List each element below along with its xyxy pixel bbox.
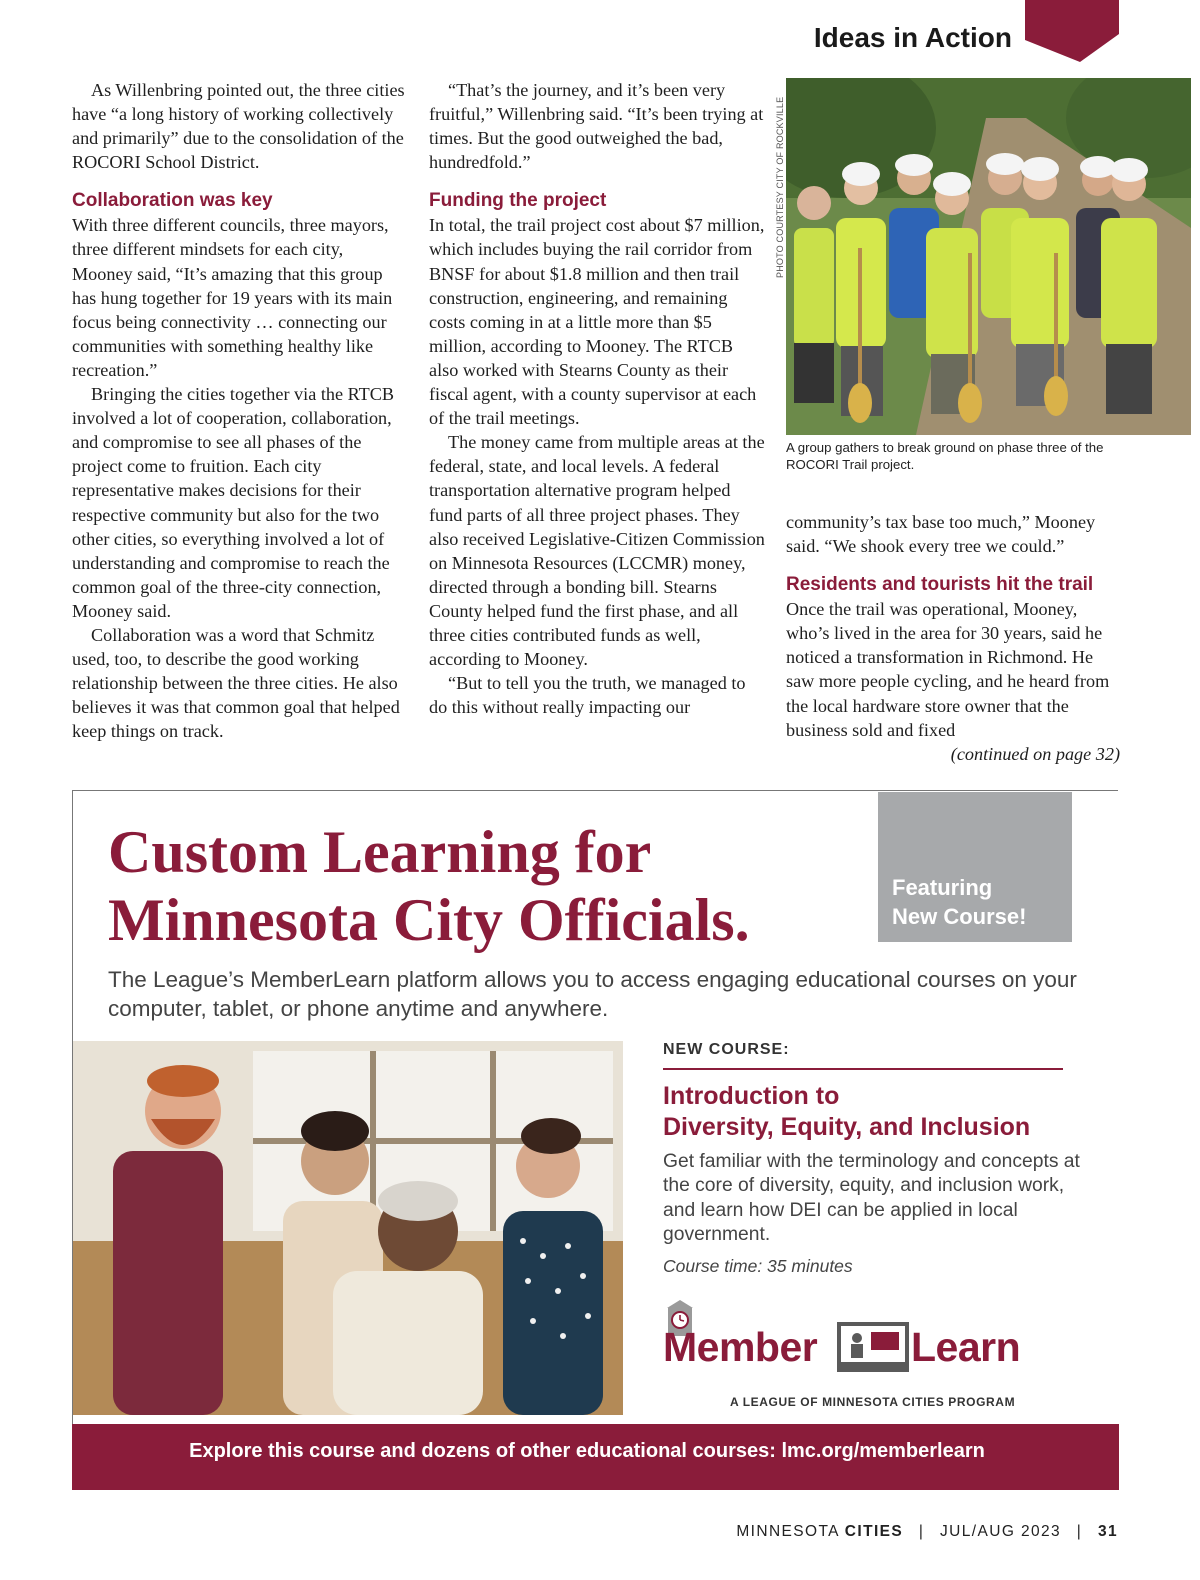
article-column-1	[72, 78, 408, 743]
page-footer	[736, 1523, 1118, 1541]
section-corner-tab	[1025, 0, 1119, 62]
paragraph: The money came from multiple areas at the federal, state, and local levels. A federal transportation alternative program helped fund parts of all three project phases. They also received Legislative-Citizen Commission on Minnesota Resources (LCCMR) money, directed through a bonding bill. Stearns County helped fund the first phase, and all three cities contributed funds as well, according to Mooney.	[429, 432, 765, 670]
paragraph: “But to tell you the truth, we managed to do this without really impacting our	[429, 673, 746, 718]
paragraph: “That’s the journey, and it’s been very fruitful,” Willenbring said. “It’s been trying at times. But the good outweighed the bad, hundredfold.”	[429, 80, 764, 173]
paragraph: With three different councils, three mayors, three different mindsets for each city, Mooney said, “It’s amazing that this group has hung together for 19 years with its main focus being connectivity … connecting our communities with something healthy like recreation.”	[72, 215, 393, 380]
featuring-badge-text: Featuring New Course!	[892, 875, 1027, 929]
photo-caption: A group gathers to break ground on phase three of the ROCORI Trail project.	[786, 440, 1104, 472]
paragraph: Collaboration was a word that Schmitz used, too, to describe the good working relationship between the three cities. He also believes it was that common goal that helped keep things on track.	[72, 624, 400, 742]
article-column-3	[786, 510, 1120, 766]
paragraph: As Willenbring pointed out, the three cities have “a long history of working collectively and primarily” due to the consolidation of the ROCORI School District.	[72, 80, 405, 173]
paragraph: In total, the trail project cost about $7 million, which includes buying the rail corridor from BNSF for about $1.8 million and then trail construction, engineering, and remaining costs coming in at a little more than $5 million, according to Mooney. The RTCB also worked with Stearns County as their fiscal agent, with a county supervisor at each of the trail meetings.	[429, 215, 765, 429]
logo-word-member: Member	[663, 1324, 818, 1370]
new-course-label: NEW COURSE:	[663, 1041, 790, 1058]
subheading-residents: Residents and tourists hit the trail	[786, 574, 1094, 596]
course-title: Introduction to Diversity, Equity, and Inclusion	[663, 1082, 1031, 1141]
ad-lead-text: The League’s MemberLearn platform allows you to access engaging educational courses on your computer, tablet, or phone anytime and anywhere.	[108, 967, 1077, 1021]
issue-date: JUL/AUG 2023	[940, 1523, 1062, 1540]
continued-note: (continued on page 32)	[950, 743, 1120, 764]
magazine-name-bold: CITIES	[844, 1523, 904, 1540]
groundbreaking-illustration	[786, 78, 1191, 435]
groundbreaking-photo	[786, 78, 1191, 435]
cta-link[interactable]: Explore this course and dozens of other educational courses: lmc.org/memberlearn	[189, 1440, 985, 1462]
photo-credit: PHOTO COURTESY CITY OF ROCKVILLE	[775, 96, 785, 278]
course-description: Get familiar with the terminology and concepts at the core of diversity, equity, and inclusion work, and learn how DEI can be applied in local government.	[663, 1151, 1080, 1246]
logo-tagline: A LEAGUE OF MINNESOTA CITIES PROGRAM	[730, 1395, 1016, 1409]
footer-separator: |	[918, 1523, 925, 1540]
subheading-funding: Funding the project	[429, 190, 607, 212]
magazine-name: MINNESOTA	[736, 1523, 840, 1540]
people-talking-illustration	[73, 1041, 623, 1415]
page-number: 31	[1097, 1523, 1118, 1540]
paragraph: community’s tax base too much,” Mooney said. “We shook every tree we could.”	[786, 512, 1096, 557]
footer-separator: |	[1076, 1523, 1083, 1540]
ad-headline: Custom Learning for Minnesota City Officials.	[108, 819, 750, 953]
course-photo	[73, 1041, 623, 1415]
paragraph: Once the trail was operational, Mooney, who’s lived in the area for 30 years, said he noticed a transformation in Richmond. He saw more people cycling, and he heard from the local hardware store owner that the business sold and fixed	[786, 599, 1110, 740]
classroom-icon	[837, 1322, 909, 1374]
subheading-collaboration: Collaboration was key	[72, 190, 273, 212]
course-time: Course time: 35 minutes	[663, 1256, 853, 1276]
article-column-2	[429, 78, 765, 719]
memberlearn-logo	[663, 1298, 1043, 1378]
section-title: Ideas in Action	[813, 22, 1012, 53]
logo-word-learn: Learn	[911, 1324, 1021, 1370]
paragraph: Bringing the cities together via the RTCB involved a lot of cooperation, collaboration, and compromise to see all phases of the project come to fruition. Each city representative makes decisions for their respective community but also for the two other cities, so everything involved a lot of understanding and compromise to reach the common goal of the three-city connection, Mooney said.	[72, 384, 394, 621]
divider	[663, 1068, 1063, 1070]
